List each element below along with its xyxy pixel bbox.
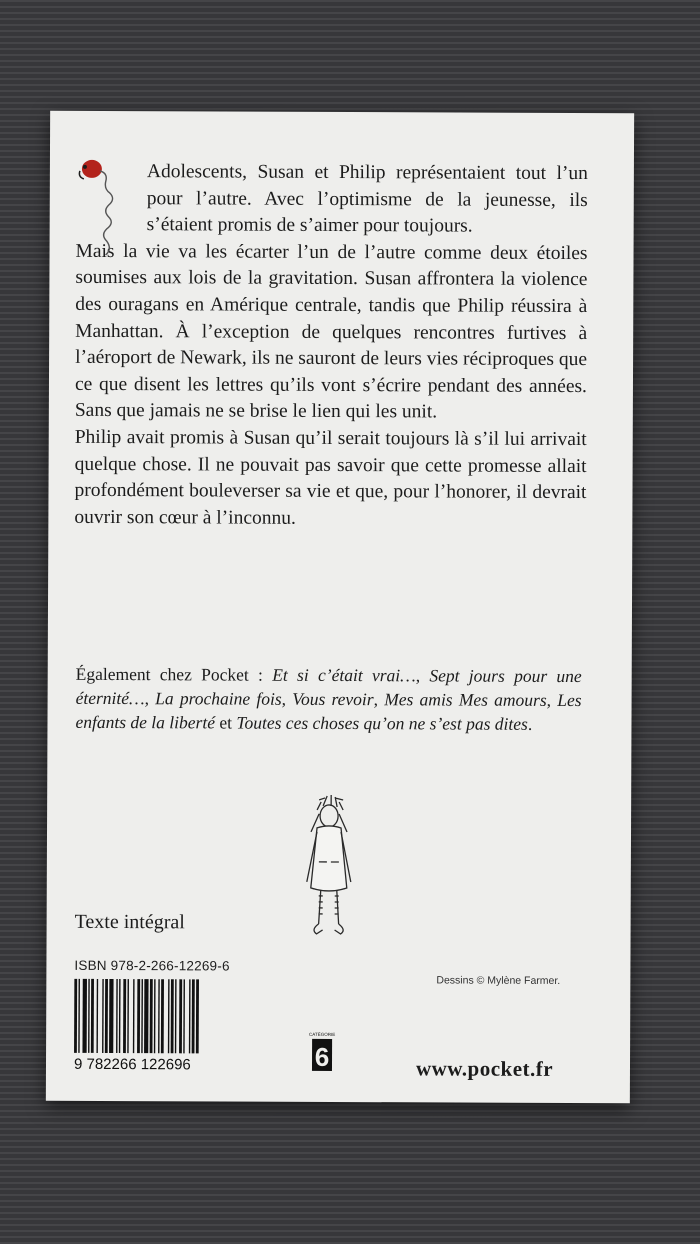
barcode-bar [109, 979, 114, 1053]
barcode-bar [171, 979, 174, 1053]
barcode-bar [183, 979, 185, 1053]
separator: , [546, 689, 558, 710]
barcode-bar [105, 979, 108, 1053]
barcode-bar [144, 979, 149, 1053]
separator: , [415, 665, 430, 686]
barcode-bar [74, 979, 77, 1053]
barcode-bar [150, 979, 153, 1053]
barcode-bar [141, 979, 143, 1053]
separator: et [214, 712, 237, 733]
title-la-prochaine-fois: La prochaine fois [155, 688, 282, 709]
pocket-website: www.pocket.fr [415, 1056, 554, 1081]
separator: , [373, 689, 385, 710]
barcode-bar [82, 979, 87, 1053]
category-badge [309, 1030, 336, 1072]
title-toutes-ces-choses: Toutes ces choses qu’on ne s’est pas dites [236, 712, 528, 734]
separator: . [527, 713, 533, 734]
separator: , [281, 688, 293, 709]
isbn-number: ISBN 978-2-266-12269-6 [74, 957, 230, 974]
blurb-paragraph-1-container [76, 159, 588, 241]
barcode-bar [154, 979, 156, 1053]
barcode-bar [91, 979, 94, 1053]
barcode-bar [158, 979, 160, 1053]
barcode-bar [175, 979, 177, 1053]
blurb-paragraph-2: Mais la vie va les écarter l’un de l’autre comme deux étoiles soumises aux lois de la gravitation. Susan affrontera la violence des ouragans en Amérique centrale, tandis que Philip réussira à Manhattan. À l’exception de quelques rencontres furtives à l’aéroport de Newark, ils ne sauront de leurs vies réciproques que ce que disent les lettres qu’ils vont s’écrire pendant des années. Sans que jamais ne se brise le lien qui les unit. [74, 240, 588, 423]
barcode-bar [102, 979, 104, 1053]
girl-drawing-illustration [297, 792, 362, 942]
barcode-bar [161, 979, 164, 1053]
dropcap-illustration [75, 159, 145, 263]
separator: , [144, 688, 156, 709]
barcode-bar [196, 979, 199, 1053]
barcode-bar [127, 979, 129, 1053]
barcode [70, 979, 260, 1072]
blurb-paragraph-3: Philip avait promis à Susan qu’il serait toujours là s’il lui arrivait quelque chose. Il ne pouvait pas savoir que cette promesse allait profondément bouleverser sa vie et que, pour l’honorer, il devrait ouvrir son cœur à l’inconnu. [74, 426, 587, 529]
also-by-author [75, 662, 581, 736]
title-sept-jours: Sept jours pour une éternité… [75, 665, 582, 709]
barcode-bar [137, 979, 140, 1053]
barcode-bar [179, 979, 182, 1053]
barcode-bar [168, 979, 170, 1053]
title-les-enfants: Les enfants de la liberté [75, 689, 582, 733]
barcode-digits: 9 782266 122696 [73, 1055, 191, 1074]
barcode-bar [192, 979, 195, 1053]
barcode-bar [116, 979, 118, 1053]
category-label: CATÉGORIE [309, 1031, 336, 1037]
also-intro: Également chez Pocket : [75, 663, 273, 685]
barcode-bar [123, 979, 126, 1053]
title-et-si-cetait-vrai: Et si c’était vrai… [272, 664, 416, 686]
blurb [74, 159, 588, 534]
category-number: 6 [314, 1041, 330, 1072]
drawings-credit: Dessins © Mylène Farmer. [436, 974, 561, 987]
book-back-cover [46, 111, 634, 1104]
barcode-bar [119, 979, 121, 1053]
barcode-bar [96, 979, 98, 1053]
barcode-bar [133, 979, 135, 1053]
texte-integral-label: Texte intégral [74, 910, 185, 934]
title-mes-amis: Mes amis Mes amours [384, 689, 547, 710]
title-vous-revoir: Vous revoir [292, 688, 374, 710]
barcode-bar [88, 979, 90, 1053]
barcode-bar [78, 979, 80, 1053]
blurb-paragraph-1: Adolescents, Susan et Philip représentaient tout l’un pour l’autre. Avec l’optimisme de la jeunesse, ils s’étaient promis de s’aimer pour toujours. [146, 161, 588, 237]
barcode-bar [189, 979, 191, 1053]
